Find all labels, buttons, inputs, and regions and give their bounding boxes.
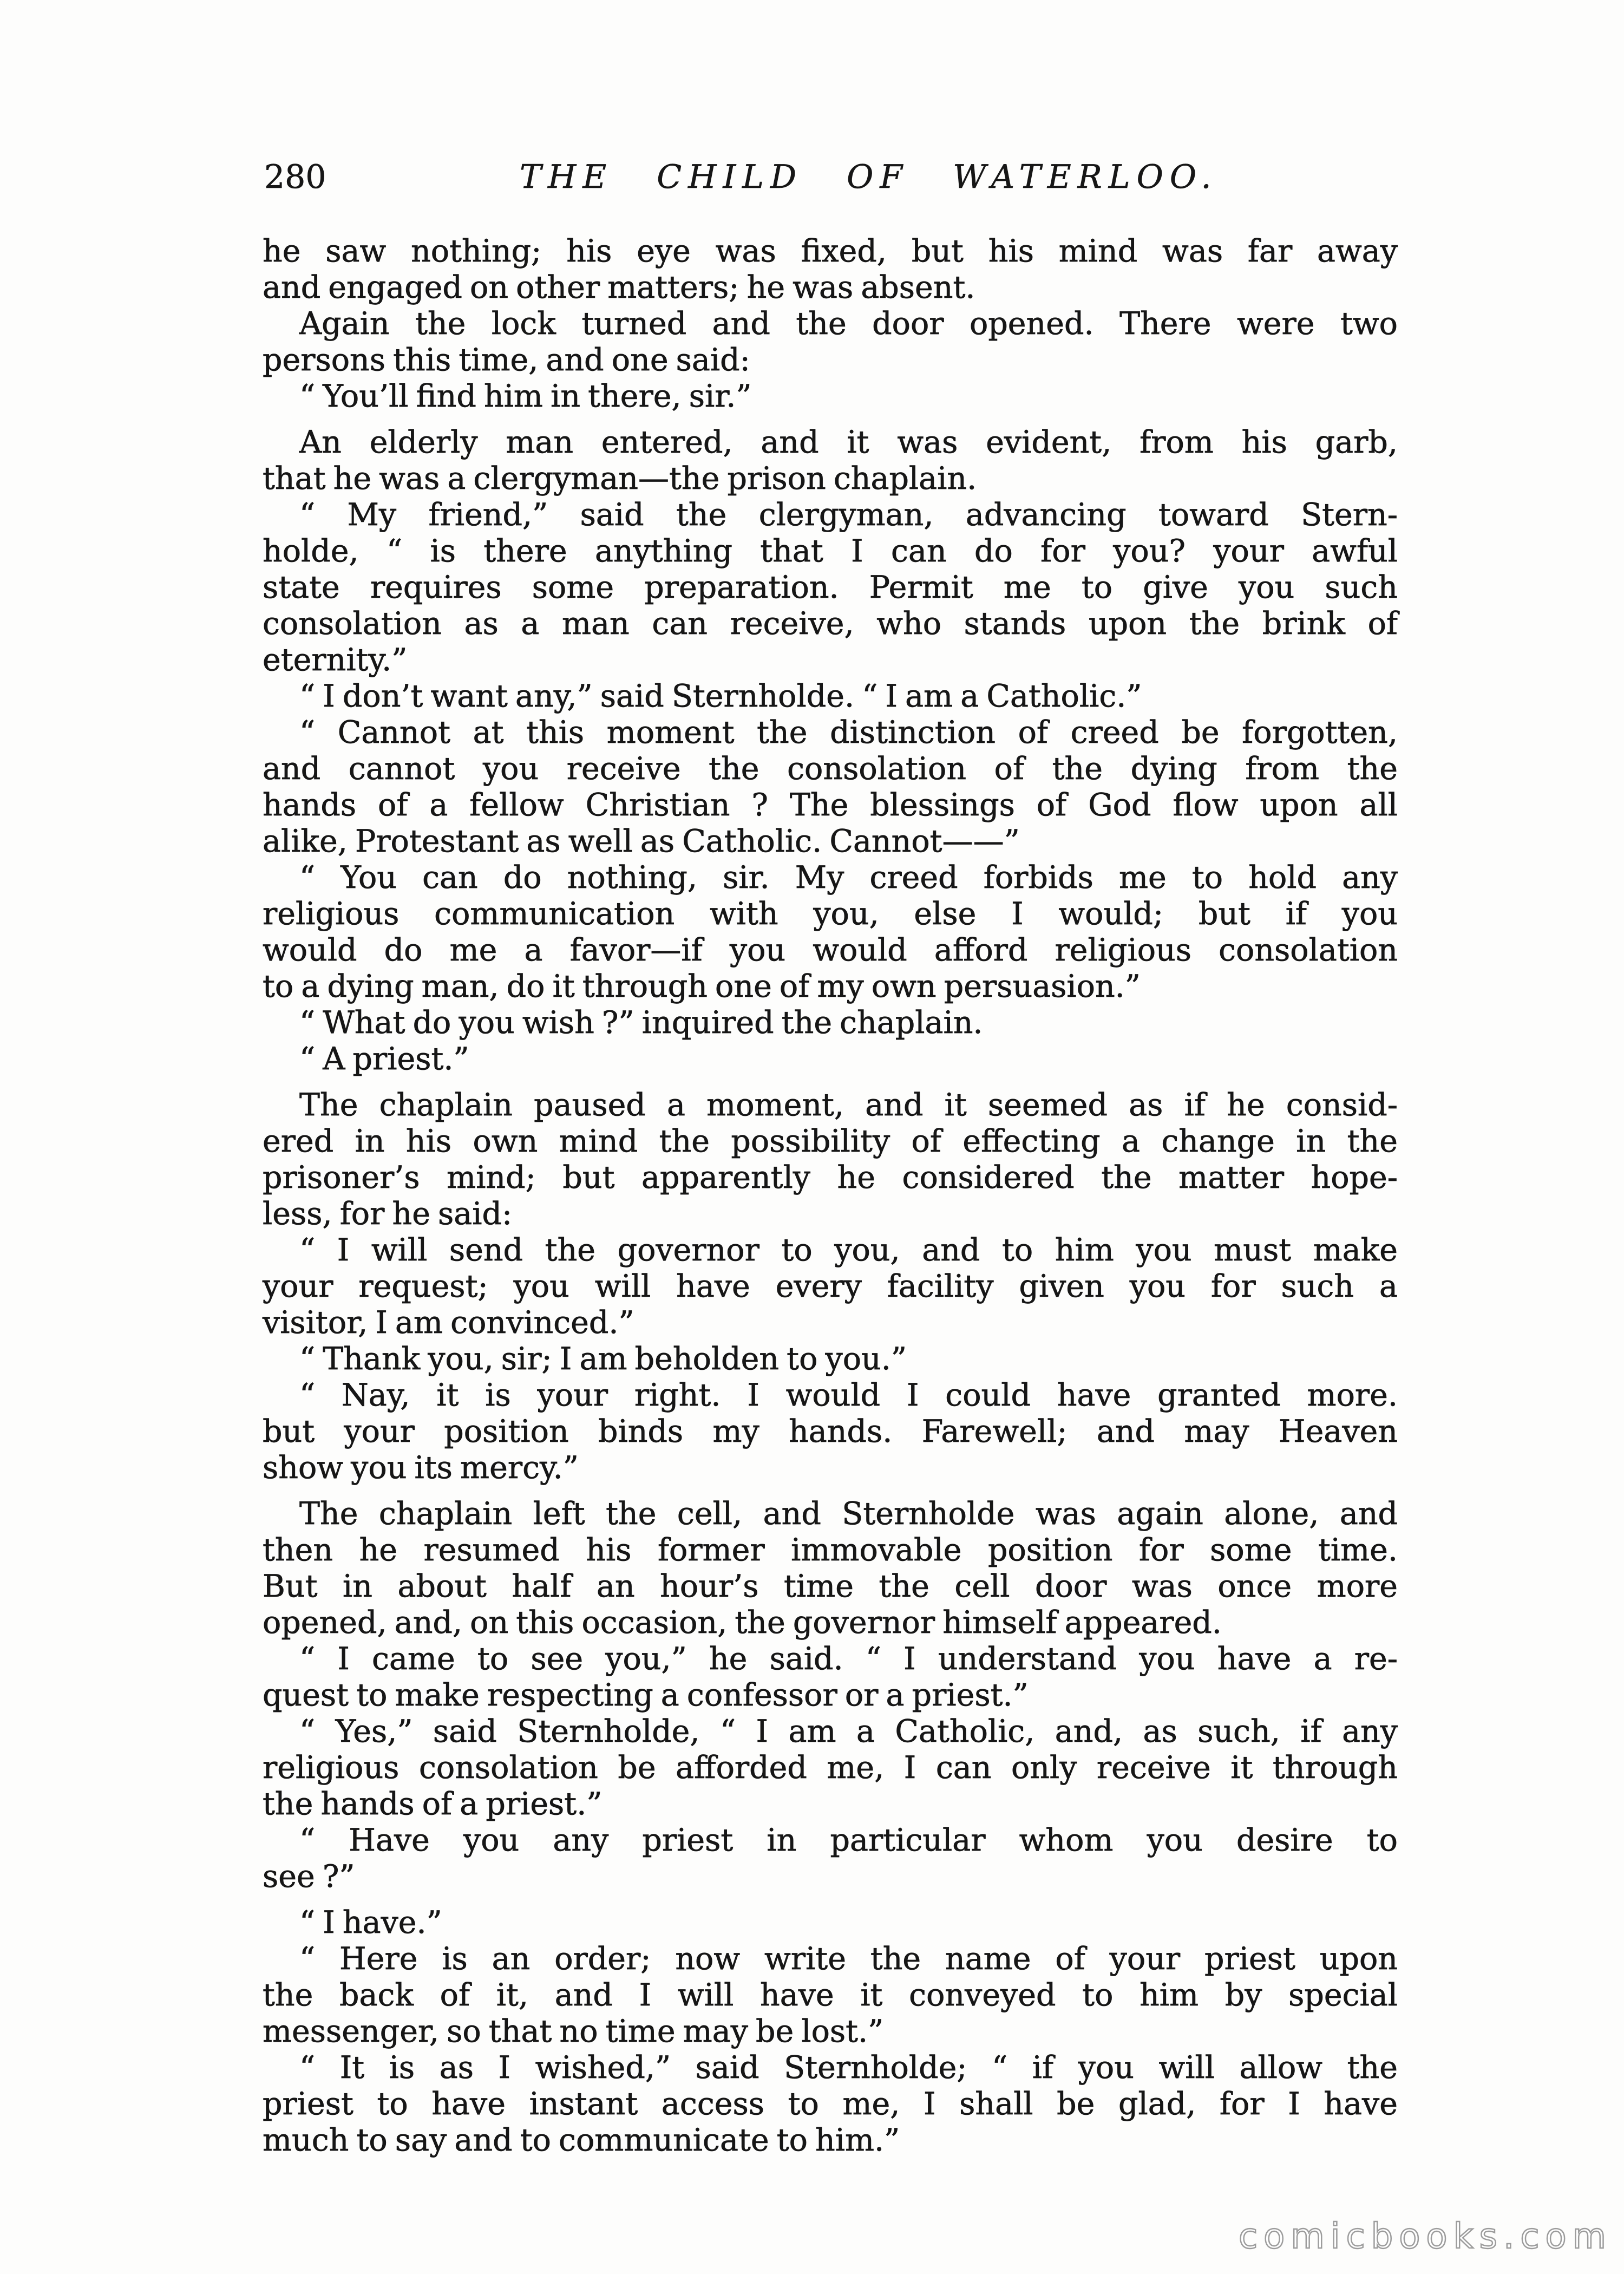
text-line: prisoner’s mind; but apparently he considered the matter hope- <box>263 1160 1398 1195</box>
text-line: to a dying man, do it through one of my own persuasion.” <box>263 969 1141 1004</box>
text-line: would do me a favor—if you would afford religious consolation <box>263 932 1398 968</box>
paragraph <box>263 1822 1398 1895</box>
text-line: ered in his own mind the possibility of effecting a change in the <box>263 1123 1398 1159</box>
text-line: he saw nothing; his eye was fixed, but his mind was far away <box>263 233 1398 269</box>
text-line: The chaplain paused a moment, and it seemed as if he consid- <box>299 1087 1398 1123</box>
text-line: hands of a fellow Christian ? The blessings of God flow upon all <box>263 787 1398 823</box>
text-line: “ Thank you, sir; I am beholden to you.” <box>299 1341 907 1377</box>
paragraph <box>263 860 1398 1005</box>
text-line: visitor, I am convinced.” <box>263 1305 634 1341</box>
text-line: the hands of a priest.” <box>263 1786 603 1822</box>
text-line: state requires some preparation. Permit me to give you such <box>263 570 1398 605</box>
text-line: “ I have.” <box>299 1905 442 1940</box>
text-line: the back of it, and I will have it conveyed to him by special <box>263 1977 1398 2013</box>
text-line: “ Have you any priest in particular whom you desire to <box>299 1822 1398 1858</box>
text-line: “ I came to see you,” he said. “ I understand you have a re- <box>299 1641 1398 1677</box>
paragraph <box>263 1041 1398 1077</box>
text-line: priest to have instant access to me, I shall be glad, for I have <box>263 2086 1398 2122</box>
text-line: messenger, so that no time may be lost.” <box>263 2014 884 2049</box>
text-line: and engaged on other matters; he was absent. <box>263 270 975 305</box>
paragraph <box>263 715 1398 860</box>
text-line: and cannot you receive the consolation of the dying from the <box>263 751 1398 787</box>
text-line: “ Nay, it is your right. I would I could have granted more. <box>299 1377 1398 1413</box>
text-line: “ Here is an order; now write the name of your priest upon <box>299 1941 1398 1977</box>
paragraph <box>263 1341 1398 1377</box>
text-line: opened, and, on this occasion, the governor himself appeared. <box>263 1605 1222 1641</box>
text-line: “ You’ll find him in there, sir.” <box>299 378 752 414</box>
running-head-title: THE CHILD OF WATERLOO. <box>520 158 1218 196</box>
text-line: “ I will send the governor to you, and to him you must make <box>299 1232 1398 1268</box>
text-line: quest to make respecting a confessor or a priest.” <box>263 1677 1029 1713</box>
text-line: show you its mercy.” <box>263 1450 579 1486</box>
text-line: holde, “ is there anything that I can do for you? your awful <box>263 533 1398 569</box>
text-line: The chaplain left the cell, and Sternholde was again alone, and <box>299 1496 1398 1532</box>
text-line: Again the lock turned and the door opened. There were two <box>299 306 1398 342</box>
paragraph <box>263 678 1398 715</box>
text-line: “ It is as I wished,” said Sternholde; “ if you will allow the <box>299 2050 1398 2086</box>
paragraph <box>263 233 1398 306</box>
text-line: religious consolation be afforded me, I can only receive it through <box>263 1750 1398 1786</box>
paragraph <box>263 1641 1398 1714</box>
text-line: eternity.” <box>263 642 408 678</box>
text-line: but your position binds my hands. Farewell; and may Heaven <box>263 1414 1398 1449</box>
paragraph <box>263 1905 1398 1941</box>
text-line: alike, Protestant as well as Catholic. Cannot——” <box>263 824 1020 859</box>
text-line: then he resumed his former immovable position for some time. <box>263 1532 1398 1568</box>
text-line: less, for he said: <box>263 1196 513 1232</box>
paragraph <box>263 497 1398 678</box>
text-line: “ I don’t want any,” said Sternholde. “ I am a Catholic.” <box>299 678 1142 714</box>
text-line: that he was a clergyman—the prison chaplain. <box>263 461 977 496</box>
text-line: “ My friend,” said the clergyman, advancing toward Stern- <box>299 497 1398 533</box>
paragraph <box>263 1496 1398 1641</box>
text-line: religious communication with you, else I would; but if you <box>263 896 1398 932</box>
text-line: much to say and to communicate to him.” <box>263 2122 900 2158</box>
paragraph <box>263 1714 1398 1822</box>
text-line: your request; you will have every facility given you for such a <box>263 1269 1398 1304</box>
text-line: An elderly man entered, and it was evident, from his garb, <box>299 424 1398 460</box>
paragraph <box>263 2050 1398 2159</box>
paragraph <box>263 378 1398 415</box>
paragraph <box>263 306 1398 378</box>
text-line: “ You can do nothing, sir. My creed forbids me to hold any <box>299 860 1398 896</box>
text-line: “ Yes,” said Sternholde, “ I am a Catholic, and, as such, if any <box>299 1714 1398 1749</box>
text-line: But in about half an hour’s time the cell door was once more <box>263 1569 1398 1604</box>
text-line: “ What do you wish ?” inquired the chaplain. <box>299 1005 983 1041</box>
paragraph <box>263 1377 1398 1486</box>
watermark: comicbooks.com <box>1238 2217 1612 2257</box>
text-line: see ?” <box>263 1859 355 1894</box>
text-line: persons this time, and one said: <box>263 342 750 378</box>
paragraph <box>263 1087 1398 1232</box>
text-line: consolation as a man can receive, who stands upon the brink of <box>263 606 1398 642</box>
page-number: 280 <box>264 158 326 196</box>
paragraph <box>263 424 1398 497</box>
text-line: “ Cannot at this moment the distinction of creed be forgotten, <box>299 715 1398 750</box>
paragraph <box>263 1941 1398 2050</box>
body-text <box>263 233 1398 2159</box>
text-line: “ A priest.” <box>299 1041 469 1077</box>
paragraph <box>263 1232 1398 1341</box>
paragraph <box>263 1005 1398 1041</box>
